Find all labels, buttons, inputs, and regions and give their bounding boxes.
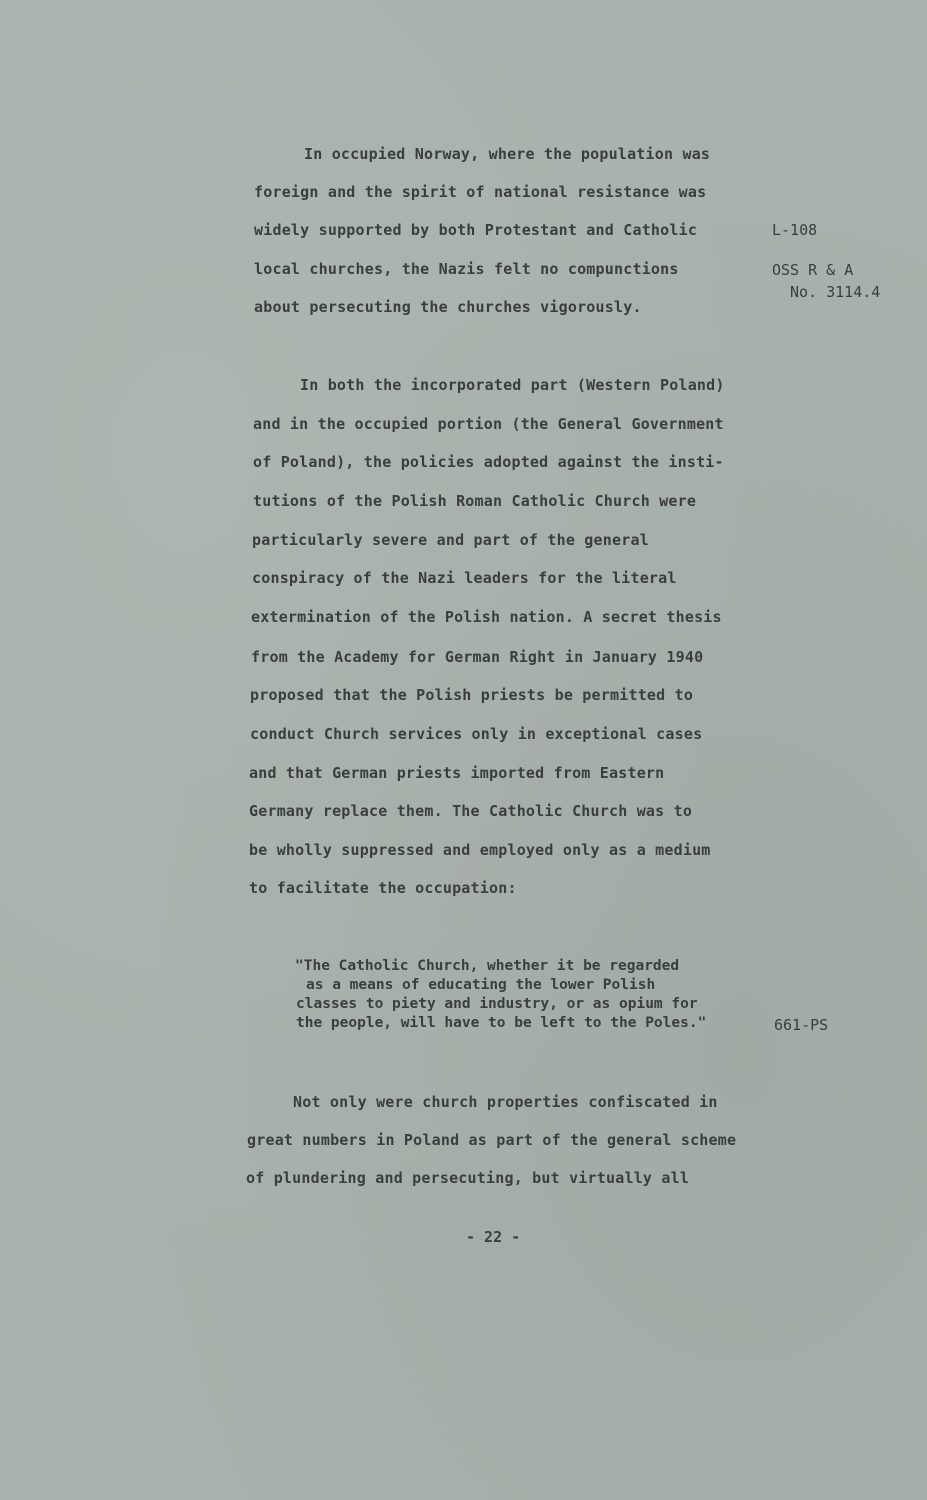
- quote-line: as a means of educating the lower Polish: [306, 977, 656, 993]
- text-line: foreign and the spirit of national resistance was: [254, 183, 707, 201]
- text-line: of Poland), the policies adopted against the insti-: [253, 453, 724, 471]
- text-line: great numbers in Poland as part of the general scheme: [247, 1131, 737, 1149]
- text-line: Germany replace them. The Catholic Church was to: [249, 802, 693, 820]
- text-line: proposed that the Polish priests be permitted to: [250, 686, 694, 704]
- text-line: from the Academy for German Right in January 1940: [251, 648, 704, 666]
- text-line: extermination of the Polish nation. A secret thesis: [251, 608, 722, 626]
- text-line: and that German priests imported from Eastern: [249, 764, 665, 782]
- text-line: In both the incorporated part (Western Poland): [300, 376, 725, 394]
- text-line: conduct Church services only in exceptional cases: [250, 725, 703, 743]
- text-line: and in the occupied portion (the General Government: [253, 415, 724, 433]
- margin-reference: OSS R & A: [772, 261, 854, 279]
- quote-line: classes to piety and industry, or as opium for: [296, 996, 698, 1012]
- text-line: conspiracy of the Nazi leaders for the literal: [252, 569, 677, 587]
- text-line: particularly severe and part of the general: [252, 531, 649, 549]
- text-line: tutions of the Polish Roman Catholic Church were: [253, 492, 697, 510]
- text-line: be wholly suppressed and employed only as a medium: [249, 841, 711, 859]
- margin-reference: 661-PS: [774, 1016, 829, 1034]
- text-line: Not only were church properties confiscated in: [293, 1093, 718, 1111]
- quote-line: the people, will have to be left to the Poles.": [296, 1015, 707, 1031]
- margin-reference: No. 3114.4: [790, 283, 881, 301]
- text-line: of plundering and persecuting, but virtually all: [246, 1169, 690, 1187]
- text-line: about persecuting the churches vigorously.: [254, 298, 642, 316]
- text-line: widely supported by both Protestant and Catholic: [254, 221, 698, 239]
- text-line: local churches, the Nazis felt no compunctions: [254, 260, 679, 278]
- text-line: to facilitate the occupation:: [249, 879, 517, 897]
- page-number: - 22 -: [466, 1228, 521, 1246]
- text-line: In occupied Norway, where the population was: [304, 145, 711, 163]
- margin-reference: L-108: [772, 221, 818, 239]
- quote-line: "The Catholic Church, whether it be regarded: [295, 958, 680, 974]
